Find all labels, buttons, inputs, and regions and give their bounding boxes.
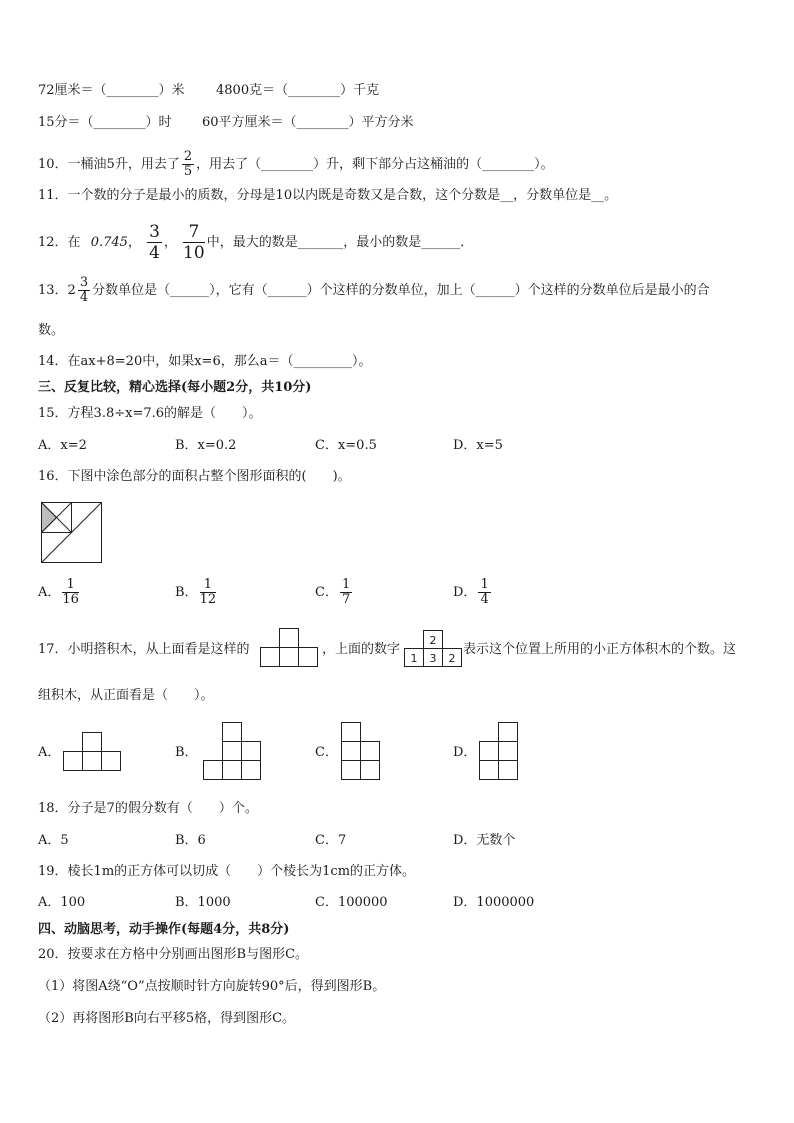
question-18: 18．分子是7的假分数有（ ）个。 <box>38 801 258 816</box>
q15-option-a[interactable]: A．x=2 <box>38 438 87 453</box>
q16-option-d-fraction <box>478 578 490 607</box>
q13-fraction-den: 4 <box>79 290 89 305</box>
question-16: 16．下图中涂色部分的面积占整个图形面积的( )。 <box>38 469 351 484</box>
question-11: 11．一个数的分子是最小的质数，分母是10以内既是奇数又是合数，这个分数是__，分数单位是__。 <box>38 188 618 203</box>
q17-digit-left: 1 <box>410 652 418 665</box>
q12-fraction-1-den: 4 <box>149 243 160 263</box>
q12-text-2: 中，最大的数是_______，最小的数是______． <box>206 235 474 250</box>
q17-option-d[interactable]: D． <box>453 745 477 760</box>
q12-fraction-2-den: 10 <box>183 243 205 263</box>
q17-option-b[interactable]: B． <box>175 745 198 760</box>
q17-option-c[interactable]: C． <box>315 745 338 760</box>
q19-option-b[interactable]: B．1000 <box>175 895 231 910</box>
q16-option-b[interactable] <box>175 578 218 607</box>
q17-text-4: 组积木，从正面看是（ ）。 <box>38 688 214 703</box>
section-3-heading: 三、反复比较，精心选择(每小题2分，共10分) <box>38 380 312 395</box>
q16-option-c-label: C． <box>315 585 338 600</box>
q17-c-col-1 <box>342 723 361 780</box>
q9-line2-part2: 60平方厘米＝（________）平方分米 <box>202 115 414 130</box>
q15-option-b[interactable]: B．x=0.2 <box>175 438 237 453</box>
q16-option-a[interactable] <box>38 578 81 607</box>
q12-comma-1: ， <box>127 235 141 250</box>
q16-option-b-fraction <box>200 578 217 607</box>
q17-digit-top: 2 <box>429 634 437 647</box>
question-13 <box>38 276 710 305</box>
q16-option-b-num: 1 <box>200 578 217 593</box>
q13-fraction-num: 3 <box>79 275 89 290</box>
q13-fraction <box>78 276 90 305</box>
q16-shaded-triangle <box>42 503 57 533</box>
q16-option-c-fraction <box>340 578 352 607</box>
q19-option-d[interactable]: D．1000000 <box>453 895 535 910</box>
q10-fraction <box>182 150 194 179</box>
q10-text-1: 10．一桶油5升，用去了 <box>38 157 180 172</box>
question-19: 19．棱长1m的正方体可以切成（ ）个棱长为1cm的正方体。 <box>38 864 416 879</box>
q17-text-3: 表示这个位置上所用的小正方体积木的个数。这 <box>463 642 737 657</box>
q16-option-d-den: 4 <box>480 592 489 607</box>
q18-option-b[interactable]: B．6 <box>175 833 206 848</box>
question-20-part-1: （1）将图A绕“O”点按顺时针方向旋转90°后，得到图形B。 <box>38 979 386 994</box>
q16-option-a-num: 1 <box>62 578 79 593</box>
q12-fraction-1-num: 3 <box>149 222 160 242</box>
q17-b-top <box>223 723 242 742</box>
q13-text-1: 13．2 <box>38 283 76 298</box>
q16-figure <box>41 502 103 564</box>
q12-comma-2: ， <box>163 235 177 250</box>
q15-option-d[interactable]: D．x=5 <box>453 438 503 453</box>
q17-d-col-2 <box>499 723 518 780</box>
q16-option-a-label: A． <box>38 585 61 600</box>
q16-option-b-label: B． <box>175 585 198 600</box>
q17-option-a[interactable]: A． <box>38 745 61 760</box>
question-20: 20．按要求在方格中分别画出图形B与图形C。 <box>38 947 309 962</box>
q15-option-c[interactable]: C．x=0.5 <box>315 438 377 453</box>
q17-option-c-figure <box>341 722 383 782</box>
q18-option-c[interactable]: C．7 <box>315 833 347 848</box>
q16-option-a-den: 16 <box>62 592 79 607</box>
q10-fraction-num: 2 <box>183 149 193 164</box>
q19-option-a[interactable]: A．100 <box>38 895 86 910</box>
q17-a-base <box>64 752 121 771</box>
q17-digit-right: 2 <box>448 652 456 665</box>
q12-text-1: 12．在 <box>38 235 81 250</box>
q17-option-b-figure <box>203 722 263 782</box>
q16-option-c-den: 7 <box>341 592 351 607</box>
q17-digit-grid <box>404 629 462 667</box>
q12-fraction-1 <box>147 222 162 263</box>
q16-option-a-fraction <box>62 578 79 607</box>
q12-fraction-2-num: 7 <box>183 222 205 243</box>
question-20-part-2: （2）再将图形B向右平移5格，得到图形C。 <box>38 1011 296 1026</box>
q13-text-2: 分数单位是（______），它有（______）个这样的分数单位，加上（______）个这样的分数单位后是最小的合 <box>92 283 710 298</box>
question-13-cont: 数。 <box>38 323 65 338</box>
q17-top-view-base <box>261 648 318 667</box>
q17-top-view <box>260 627 320 667</box>
question-15: 15．方程3.8÷x=7.6的解是（ ）。 <box>38 406 262 421</box>
q17-a-top <box>83 733 102 752</box>
q18-option-d[interactable]: D．无数个 <box>453 833 516 848</box>
q16-option-b-den: 12 <box>199 592 217 607</box>
q17-text-2: ，上面的数字 <box>322 642 401 657</box>
q9-line1-part2: 4800克＝（________）千克 <box>216 83 380 98</box>
q10-text-2: ，用去了（________）升，剩下部分占这桶油的（________）。 <box>196 157 554 172</box>
q10-fraction-den: 5 <box>183 164 193 179</box>
q17-top-view-top <box>280 629 299 648</box>
q18-option-a[interactable]: A．5 <box>38 833 69 848</box>
question-10 <box>38 150 554 179</box>
q12-fraction-2 <box>183 222 205 263</box>
q17-option-a-figure <box>63 732 123 772</box>
q9-line2-part1: 15分＝（________）时 <box>38 115 172 130</box>
q9-line1-part1: 72厘米＝（________）米 <box>38 83 185 98</box>
question-12 <box>38 222 473 263</box>
q17-digit-middle: 3 <box>429 652 437 665</box>
question-14: 14．在ax+8=20中，如果x=6，那么a＝（_________）。 <box>38 354 372 369</box>
section-4-heading: 四、动脑思考，动手操作(每题4分，共8分) <box>38 922 290 937</box>
q19-option-c[interactable]: C．100000 <box>315 895 388 910</box>
q16-option-c-num: 1 <box>341 577 351 592</box>
q17-b-base <box>204 761 261 780</box>
q16-option-d-num: 1 <box>480 577 489 592</box>
q12-decimal: 0.745 <box>90 235 128 250</box>
q16-option-d[interactable] <box>453 578 493 607</box>
q17-option-d-figure <box>479 722 521 782</box>
q16-option-d-label: D． <box>453 585 477 600</box>
q16-option-c[interactable] <box>315 578 354 607</box>
q17-text-1: 17．小明搭积木，从上面看是这样的 <box>38 642 250 657</box>
